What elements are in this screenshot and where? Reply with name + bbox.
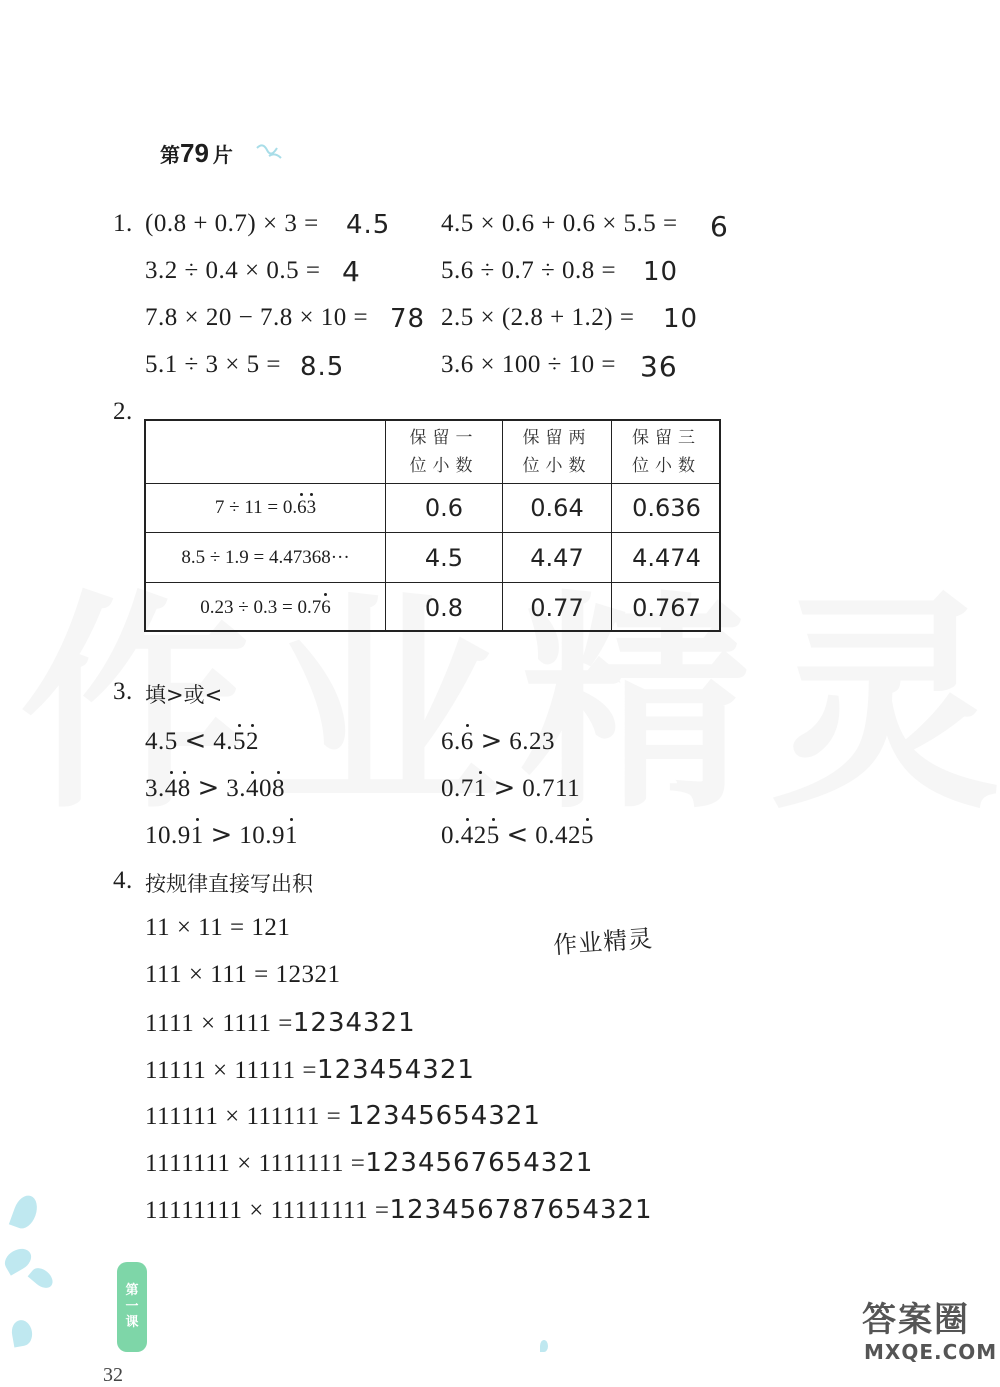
q3-row2-right: 0.71 > 0.711: [441, 773, 581, 803]
q1-row4-right-ans: 36: [640, 350, 678, 383]
table-row3-2dp: 0.77: [530, 593, 584, 622]
q1-row1-left-expr: (0.8 + 0.7) × 3 =: [145, 210, 319, 237]
q4-row1: 11 × 11 = 121: [145, 914, 291, 941]
q1-row3-left-expr: 7.8 × 20 − 7.8 × 10 =: [145, 304, 369, 331]
q1-row3-right-ans: 10: [663, 304, 699, 334]
site-logo: [862, 1292, 998, 1372]
q1-row2-left-expr: 3.2 ÷ 0.4 × 0.5 =: [145, 257, 321, 284]
q3-row3-left-symbol: >: [210, 820, 234, 850]
table-row1-1dp: 0.6: [424, 494, 464, 522]
table-row2-2dp: 4.47: [530, 543, 584, 572]
table-header-3dp: 保留三 位小数: [632, 428, 701, 476]
q4-row2: 111 × 111 = 12321: [145, 961, 341, 988]
q3-row1-left: 4.5 < 4.52: [145, 726, 259, 756]
q3-row2-left-symbol: >: [197, 773, 221, 803]
header-squiggle-icon: [255, 140, 285, 162]
table-row1-2dp: 0.64: [530, 494, 584, 522]
page-header: [160, 138, 233, 169]
watermark-char-4: [770, 520, 1000, 851]
table-header-1dp: 保留一 位小数: [409, 428, 479, 476]
q3-row2-left: 3.48 > 3.408: [145, 773, 285, 803]
q3-row3-left: 10.91 > 10.91: [145, 820, 298, 850]
q3-row1-left-symbol: <: [184, 726, 208, 756]
rounding-table: [144, 419, 721, 632]
header-suffix: 片: [212, 143, 233, 167]
q3-row1-right-symbol: >: [480, 726, 504, 756]
q1-row2-left-ans: 4: [342, 255, 361, 288]
q1-row3-left-ans: 78: [390, 304, 426, 334]
q3-row3-right: 0.425 < 0.425: [441, 820, 594, 850]
header-number: 79: [180, 138, 209, 168]
q1-row1-left-ans: 4.5: [346, 210, 391, 240]
table-header-2dp: 保留两 位小数: [522, 428, 592, 476]
table-row3-1dp: 0.8: [424, 593, 464, 622]
q4-row3: 1111 × 1111 =1234321: [145, 1008, 416, 1038]
table-row2-3dp: 4.474: [632, 543, 701, 572]
table-row3-3dp: 0.767: [632, 593, 701, 622]
q1-label: 1.: [113, 210, 133, 237]
q2-label: 2.: [113, 398, 133, 425]
q4-row4: 11111 × 11111 =123454321: [145, 1055, 475, 1085]
q1-row1-right-ans: 6: [710, 210, 729, 243]
q4-row5: 111111 × 111111 = 12345654321: [145, 1101, 541, 1131]
q4-row6: 1111111 × 1111111 =1234567654321: [145, 1148, 594, 1178]
q3-label: 3.: [113, 678, 133, 705]
leaf-icon-3: [28, 1264, 57, 1292]
q3-row3-right-symbol: <: [506, 820, 530, 850]
q3-title: 填>或<: [145, 683, 223, 707]
q4-title: 按规律直接写出积: [145, 872, 313, 896]
q4-handwritten-note: 作业精灵: [552, 924, 655, 960]
q1-row2-right-expr: 5.6 ÷ 0.7 ÷ 0.8 =: [441, 257, 617, 284]
logo-main-text: 答案圈: [862, 1300, 970, 1340]
table-row2-1dp: 4.5: [424, 543, 464, 572]
q1-row3-right-expr: 2.5 × (2.8 + 1.2) =: [441, 304, 635, 331]
q4-label: 4.: [113, 867, 133, 894]
leaf-icon-2: [1, 1244, 35, 1275]
table-row2-equation: 8.5 ÷ 1.9 = 4.47368···: [181, 546, 350, 568]
q1-row4-right-expr: 3.6 × 100 ÷ 10 =: [441, 351, 616, 378]
q4-row7: 11111111 × 11111111 =123456787654321: [145, 1195, 653, 1225]
q3-row1-right: 6.6 > 6.23: [441, 726, 555, 756]
logo-url-text: MXQE.COM: [864, 1340, 998, 1364]
leaf-icon-1: [9, 1192, 41, 1231]
q1-row4-left-ans: 8.5: [300, 352, 345, 382]
table-row3-equation: 0.23 ÷ 0.3 = 0.7 6: [200, 596, 331, 618]
page-number: 32: [103, 1364, 123, 1386]
header-prefix: 第: [160, 143, 180, 167]
q1-row2-right-ans: 10: [643, 257, 679, 287]
table-row1-equation: 7 ÷ 11 = 0. 6 3: [214, 497, 317, 518]
lesson-badge: 第 一 课: [117, 1262, 147, 1352]
q1-row1-right-expr: 4.5 × 0.6 + 0.6 × 5.5 =: [441, 210, 678, 237]
q3-row2-right-symbol: >: [493, 773, 517, 803]
q1-row4-left-expr: 5.1 ÷ 3 × 5 =: [145, 351, 281, 378]
leaf-icon-4: [10, 1318, 34, 1347]
table-row1-3dp: 0.636: [632, 494, 701, 522]
leaf-icon-5: [540, 1340, 548, 1352]
